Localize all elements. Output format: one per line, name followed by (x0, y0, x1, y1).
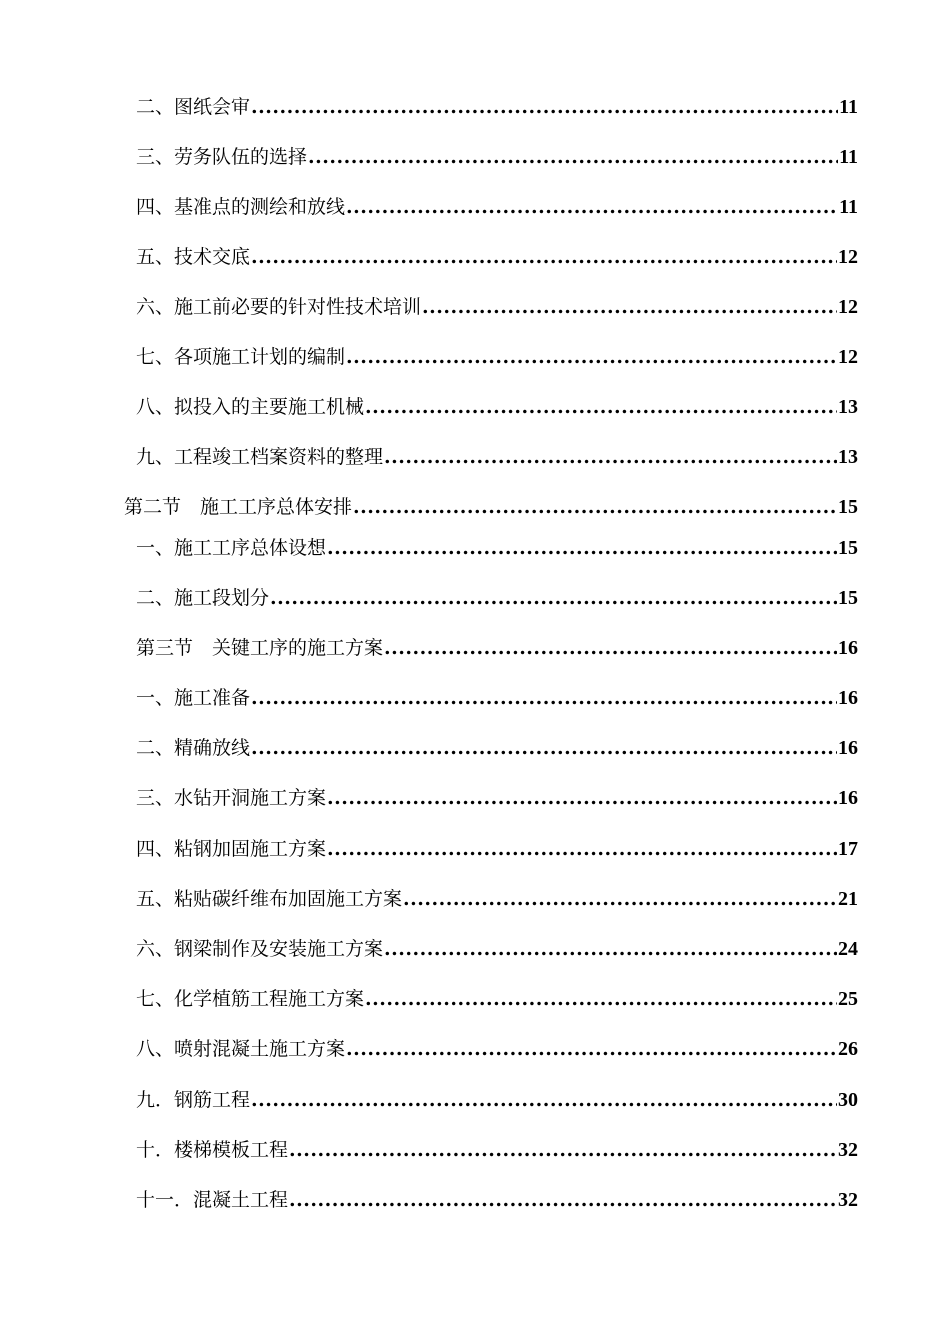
toc-leader-dots (422, 296, 837, 318)
toc-entry-page: 17 (838, 838, 858, 860)
toc-entry[interactable] (136, 932, 858, 960)
toc-leader-dots (346, 196, 838, 218)
toc-entry-title: 五、技术交底 (136, 246, 251, 268)
toc-entry[interactable] (136, 731, 858, 759)
toc-entry-page: 16 (838, 687, 858, 709)
toc-entry[interactable] (136, 340, 858, 368)
toc-entry-page: 26 (838, 1038, 858, 1060)
toc-entry-title: 七、化学植筋工程施工方案 (136, 988, 365, 1010)
toc-entry-title: 第三节 关键工序的施工方案 (136, 637, 384, 659)
toc-entry-page: 15 (838, 496, 858, 518)
toc-leader-dots (327, 838, 837, 860)
toc-leader-dots (289, 1189, 837, 1211)
toc-leader-dots (327, 537, 837, 559)
toc-entry-page: 32 (838, 1189, 858, 1211)
toc-leader-dots (251, 246, 837, 268)
toc-entry[interactable] (136, 882, 858, 910)
toc-entry-page: 32 (838, 1139, 858, 1161)
toc-entry-page: 12 (838, 296, 858, 318)
toc-leader-dots (365, 988, 837, 1010)
toc-entry-title: 十一．混凝土工程 (136, 1189, 289, 1211)
toc-entry-title: 四、粘钢加固施工方案 (136, 838, 327, 860)
toc-entry-title: 六、施工前必要的针对性技术培训 (136, 296, 422, 318)
toc-entry-page: 13 (838, 396, 858, 418)
toc-entry[interactable] (136, 240, 858, 268)
toc-entry-page: 11 (839, 196, 858, 218)
toc-entry-title: 四、基准点的测绘和放线 (136, 196, 346, 218)
toc-entry[interactable] (136, 781, 858, 809)
toc-entry-page: 15 (838, 537, 858, 559)
toc-entry[interactable] (136, 1032, 858, 1060)
toc-entry-page: 16 (838, 737, 858, 759)
toc-entry[interactable] (136, 531, 858, 559)
toc-leader-dots (403, 888, 837, 910)
toc-entry-page: 13 (838, 446, 858, 468)
toc-leader-dots (251, 1089, 837, 1111)
toc-leader-dots (346, 1038, 837, 1060)
toc-entry-page: 24 (838, 938, 858, 960)
toc-entry[interactable] (136, 1133, 858, 1161)
toc-entry-title: 七、各项施工计划的编制 (136, 346, 346, 368)
toc-entry-title: 五、粘贴碳纤维布加固施工方案 (136, 888, 403, 910)
toc-entry-page: 12 (838, 346, 858, 368)
toc-entry[interactable] (136, 90, 858, 118)
toc-entry-page: 11 (839, 146, 858, 168)
toc-entry[interactable] (136, 1083, 858, 1111)
toc-entry[interactable] (136, 982, 858, 1010)
toc-entry-title: 三、劳务队伍的选择 (136, 146, 308, 168)
toc-entry-title: 二、精确放线 (136, 737, 251, 759)
toc-leader-dots (353, 496, 837, 518)
toc-entry-title: 二、施工段划分 (136, 587, 270, 609)
toc-entry-title: 二、图纸会审 (136, 96, 251, 118)
toc-leader-dots (384, 637, 837, 659)
toc-entry-title: 一、施工准备 (136, 687, 251, 709)
toc-entry-page: 15 (838, 587, 858, 609)
toc-leader-dots (251, 96, 838, 118)
toc-entry-page: 16 (838, 787, 858, 809)
toc-entry-title: 一、施工工序总体设想 (136, 537, 327, 559)
toc-leader-dots (308, 146, 838, 168)
toc-entry-title: 九、工程竣工档案资料的整理 (136, 446, 384, 468)
toc-leader-dots (251, 687, 837, 709)
toc-leader-dots (270, 587, 837, 609)
toc-entry-page: 16 (838, 637, 858, 659)
toc-entry-page: 12 (838, 246, 858, 268)
toc-entry-page: 25 (838, 988, 858, 1010)
toc-leader-dots (289, 1139, 837, 1161)
toc-leader-dots (251, 737, 837, 759)
toc-leader-dots (384, 938, 837, 960)
toc-entry[interactable] (136, 290, 858, 318)
toc-entry-page: 11 (839, 96, 858, 118)
toc-leader-dots (384, 446, 837, 468)
toc-entry-title: 第二节 施工工序总体安排 (124, 496, 353, 518)
toc-entry[interactable] (136, 440, 858, 468)
toc-entry[interactable] (136, 681, 858, 709)
toc-section-entry[interactable] (124, 490, 858, 518)
toc-entry[interactable] (136, 190, 858, 218)
toc-entry-title: 三、水钻开洞施工方案 (136, 787, 327, 809)
toc-entry-page: 30 (838, 1089, 858, 1111)
toc-entry-title: 八、喷射混凝土施工方案 (136, 1038, 346, 1060)
toc-entry[interactable] (136, 140, 858, 168)
toc-entry[interactable] (136, 581, 858, 609)
toc-entry[interactable] (136, 390, 858, 418)
toc-leader-dots (327, 787, 837, 809)
toc-leader-dots (365, 396, 837, 418)
toc-entry-title: 八、拟投入的主要施工机械 (136, 396, 365, 418)
toc-entry-title: 九．钢筋工程 (136, 1089, 251, 1111)
toc-section-entry[interactable] (136, 631, 858, 659)
toc-entry-title: 十．楼梯模板工程 (136, 1139, 289, 1161)
toc-entry[interactable] (136, 1183, 858, 1211)
toc-entry[interactable] (136, 832, 858, 860)
toc-leader-dots (346, 346, 837, 368)
toc-entry-page: 21 (838, 888, 858, 910)
toc-entry-title: 六、钢梁制作及安装施工方案 (136, 938, 384, 960)
